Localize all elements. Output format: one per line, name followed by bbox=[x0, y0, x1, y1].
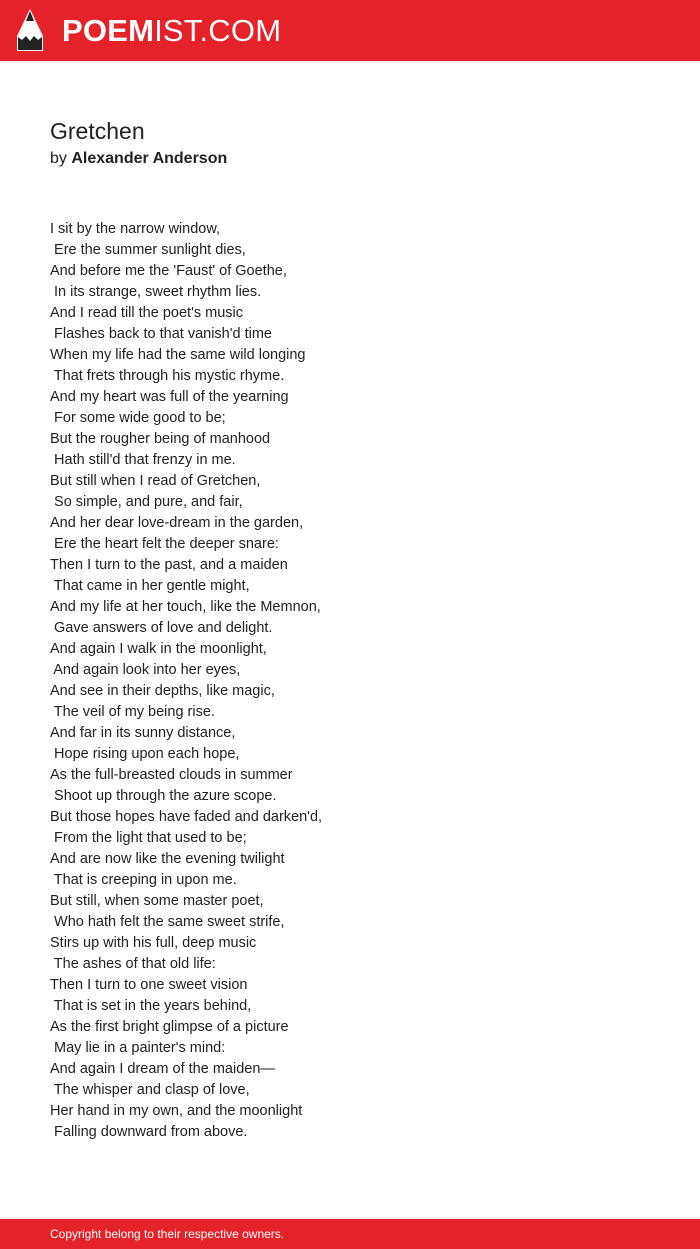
copyright-text: Copyright belong to their respective owners. bbox=[50, 1227, 285, 1241]
poem-line: But the rougher being of manhood bbox=[50, 431, 271, 447]
by-label: by bbox=[50, 150, 67, 167]
poem-line: For some wide good to be; bbox=[50, 410, 226, 426]
poem-line: That frets through his mystic rhyme. bbox=[50, 368, 285, 384]
author-name: Alexander Anderson bbox=[71, 150, 228, 167]
poem-line: That is set in the years behind, bbox=[50, 998, 252, 1014]
poem-body bbox=[50, 219, 650, 1143]
brand-bold: POEM bbox=[62, 13, 155, 48]
poem-line: But still when I read of Gretchen, bbox=[50, 473, 261, 489]
poem-line: But still, when some master poet, bbox=[50, 893, 264, 909]
poem-line: Then I turn to one sweet vision bbox=[50, 977, 248, 993]
poem-line: Gave answers of love and delight. bbox=[50, 620, 273, 636]
poem-line: And I read till the poet's music bbox=[50, 305, 243, 321]
poem-line: As the full-breasted clouds in summer bbox=[50, 767, 293, 783]
poem-line: From the light that used to be; bbox=[50, 830, 247, 846]
poem-line: In its strange, sweet rhythm lies. bbox=[50, 284, 262, 300]
pencil-logo-icon[interactable] bbox=[17, 9, 43, 51]
site-logo-link[interactable] bbox=[62, 12, 281, 50]
poem-line: And my heart was full of the yearning bbox=[50, 389, 289, 405]
poem-line: As the first bright glimpse of a picture bbox=[50, 1019, 289, 1035]
poem-line: May lie in a painter's mind: bbox=[50, 1040, 226, 1056]
poem-line: Her hand in my own, and the moonlight bbox=[50, 1103, 303, 1119]
brand-light: IST.COM bbox=[154, 13, 282, 48]
poem-line: The veil of my being rise. bbox=[50, 704, 215, 720]
poem-line: Hath still'd that frenzy in me. bbox=[50, 452, 236, 468]
poem-line: Then I turn to the past, and a maiden bbox=[50, 557, 288, 573]
poem-line: So simple, and pure, and fair, bbox=[50, 494, 243, 510]
poem-line: Ere the heart felt the deeper snare: bbox=[50, 536, 279, 552]
poem-line: And again I walk in the moonlight, bbox=[50, 641, 267, 657]
poem-line: And far in its sunny distance, bbox=[50, 725, 236, 741]
poem-line: But those hopes have faded and darken'd, bbox=[50, 809, 323, 825]
poem-line: When my life had the same wild longing bbox=[50, 347, 306, 363]
poem-line: The ashes of that old life: bbox=[50, 956, 216, 972]
poem-line: And again look into her eyes, bbox=[50, 662, 241, 678]
poem-line: And my life at her touch, like the Memnon, bbox=[50, 599, 321, 615]
poem-line: Falling downward from above. bbox=[50, 1124, 248, 1140]
poem-title: Gretchen bbox=[50, 118, 145, 144]
poem-line: And again I dream of the maiden— bbox=[50, 1061, 275, 1077]
poem-line: That came in her gentle might, bbox=[50, 578, 250, 594]
poem-line: I sit by the narrow window, bbox=[50, 221, 221, 237]
poem-line: Shoot up through the azure scope. bbox=[50, 788, 277, 804]
poem-line: Flashes back to that vanish'd time bbox=[50, 326, 272, 342]
poem-line: Ere the summer sunlight dies, bbox=[50, 242, 246, 258]
poem-line: And her dear love-dream in the garden, bbox=[50, 515, 304, 531]
poem-line: Hope rising upon each hope, bbox=[50, 746, 240, 762]
poem-line: And before me the 'Faust' of Goethe, bbox=[50, 263, 287, 279]
poem-line: That is creeping in upon me. bbox=[50, 872, 237, 888]
site-header bbox=[0, 0, 700, 61]
byline bbox=[50, 148, 227, 170]
site-footer bbox=[0, 1219, 700, 1249]
poem-line: Who hath felt the same sweet strife, bbox=[50, 914, 285, 930]
poem-line: Stirs up with his full, deep music bbox=[50, 935, 257, 951]
poem-line: The whisper and clasp of love, bbox=[50, 1082, 250, 1098]
poem-line: And are now like the evening twilight bbox=[50, 851, 285, 867]
poem-line: And see in their depths, like magic, bbox=[50, 683, 275, 699]
